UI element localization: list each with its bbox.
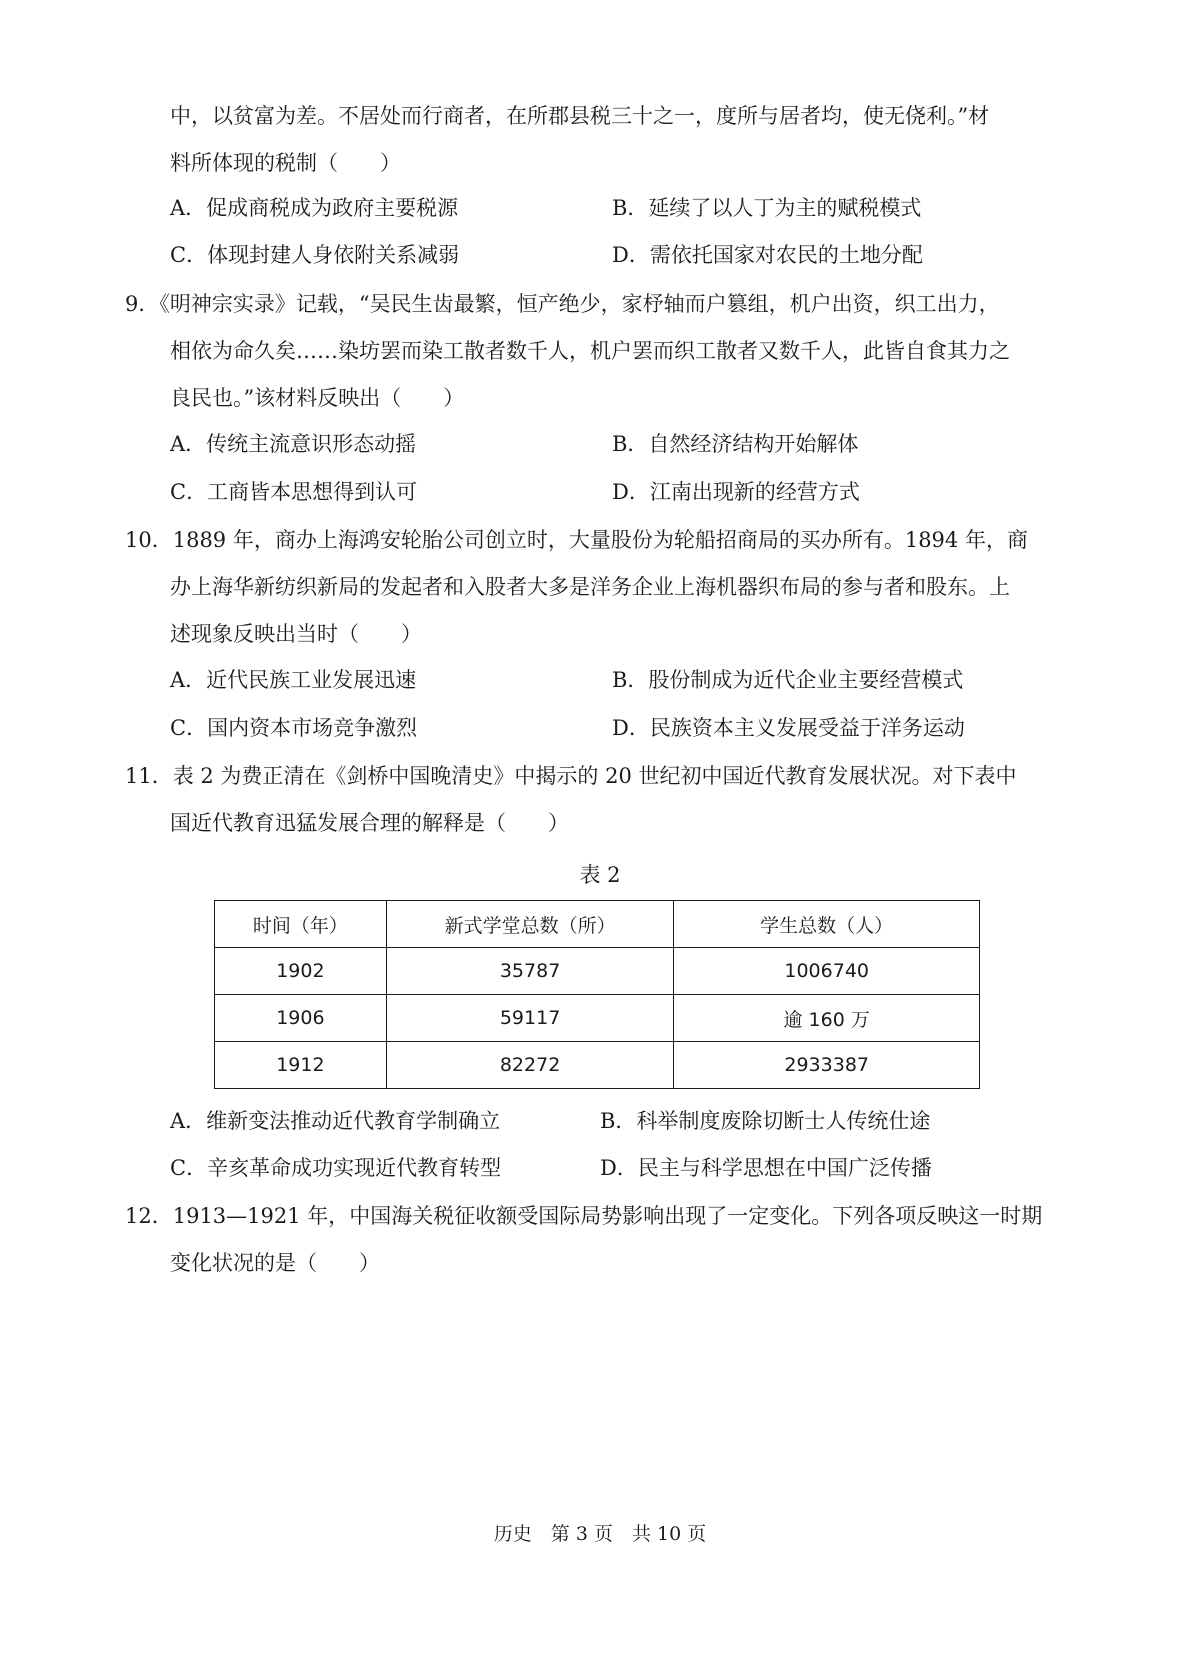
q8-line-1: 中，以贫富为差。不居处而行商者，在所郡县税三十之一，度所与居者均，使无侥利。”材 [170, 104, 990, 128]
q9-line-3: 良民也。”该材料反映出（ ） [170, 386, 465, 410]
q12-line-1: 12．1913—1921 年，中国海关税征收额受国际局势影响出现了一定变化。下列各项反映这一时期 [125, 1204, 1043, 1228]
q11-option-d: D．民主与科学思想在中国广泛传播 [600, 1156, 932, 1180]
cell-students: 2933387 [674, 1042, 980, 1089]
q10-option-b: B．股份制成为近代企业主要经营模式 [612, 668, 964, 692]
q10-option-a: A．近代民族工业发展迅速 [170, 668, 417, 692]
q11-option-a: A．维新变法推动近代教育学制确立 [170, 1109, 501, 1133]
header-year: 时间（年） [215, 901, 387, 948]
q11-option-c: C．辛亥革命成功实现近代教育转型 [170, 1156, 502, 1180]
page-footer: 历史 第 3 页 共 10 页 [493, 1523, 707, 1545]
q8-option-d: D．需依托国家对农民的土地分配 [612, 243, 923, 267]
q8-option-c: C．体现封建人身依附关系减弱 [170, 243, 460, 267]
cell-students: 逾 160 万 [674, 995, 980, 1042]
q9-option-d: D．江南出现新的经营方式 [612, 480, 860, 504]
q8-line-2: 料所体现的税制（ ） [170, 151, 401, 175]
q10-line-3: 述现象反映出当时（ ） [170, 622, 422, 646]
education-table [214, 900, 980, 1089]
table-header-row [215, 901, 980, 948]
cell-schools: 59117 [386, 995, 674, 1042]
q8-option-b: B．延续了以人丁为主的赋税模式 [612, 196, 922, 220]
table-row [215, 1042, 980, 1089]
q12-line-2: 变化状况的是（ ） [170, 1251, 380, 1275]
q9-option-c: C．工商皆本思想得到认可 [170, 480, 418, 504]
q10-line-1: 10．1889 年，商办上海鸿安轮胎公司创立时，大量股份为轮船招商局的买办所有。1894 年，商 [125, 528, 1028, 552]
q11-line-2: 国近代教育迅猛发展合理的解释是（ ） [170, 811, 569, 835]
header-students: 学生总数（人） [674, 901, 980, 948]
q9-option-a: A．传统主流意识形态动摇 [170, 432, 417, 456]
cell-schools: 35787 [386, 948, 674, 995]
cell-students: 1006740 [674, 948, 980, 995]
q8-option-a: A．促成商税成为政府主要税源 [170, 196, 459, 220]
q11-line-1: 11．表 2 为费正清在《剑桥中国晚清史》中揭示的 20 世纪初中国近代教育发展状况。对下表中 [125, 764, 1017, 788]
header-schools: 新式学堂总数（所） [386, 901, 674, 948]
table-caption: 表 2 [579, 863, 621, 887]
q9-option-b: B．自然经济结构开始解体 [612, 432, 859, 456]
q10-option-d: D．民族资本主义发展受益于洋务运动 [612, 716, 965, 740]
cell-year: 1912 [215, 1042, 387, 1089]
q10-line-2: 办上海华新纺织新局的发起者和入股者大多是洋务企业上海机器织布局的参与者和股东。上 [170, 575, 1010, 599]
q9-line-1: 9．《明神宗实录》记载，“吴民生齿最繁，恒产绝少，家杼轴而户篡组，机户出资，织工出力， [125, 292, 1000, 316]
cell-year: 1906 [215, 995, 387, 1042]
cell-year: 1902 [215, 948, 387, 995]
q10-option-c: C．国内资本市场竞争激烈 [170, 716, 418, 740]
q9-line-2: 相依为命久矣……染坊罢而染工散者数千人，机户罢而织工散者又数千人，此皆自食其力之 [170, 339, 1010, 363]
table-row [215, 995, 980, 1042]
q11-option-b: B．科举制度废除切断士人传统仕途 [600, 1109, 931, 1133]
table-row [215, 948, 980, 995]
cell-schools: 82272 [386, 1042, 674, 1089]
